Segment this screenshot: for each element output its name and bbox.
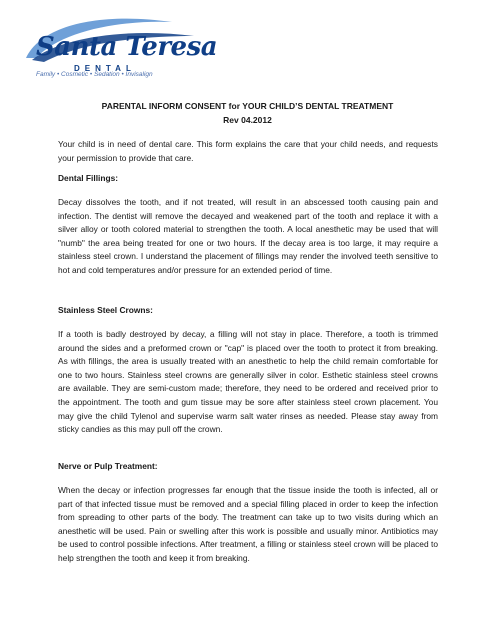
section-text-fillings: Decay dissolves the tooth, and if not treated, will result in an abscessed tooth causing pain and infection. The dentist will remove the decayed and weakened part of the tooth and replace it with a silver alloy or tooth colored material to strengthen the tooth. A local anesthetic may be used that will "numb" the area being treated for one or two hours. If the decay area is too large, it may require a stainless steel crown. I understand the placement of fillings may render the involved teeth sensitive to hot and cold temperatures and/or pressure for an extended period of time. xyxy=(58,197,438,275)
logo-tagline: Family • Cosmetic • Sedation • Invisalign xyxy=(36,71,153,78)
logo-subtitle: DENTAL xyxy=(74,64,136,73)
section-text-pulp: When the decay or infection progresses far enough that the tissue inside the tooth is infected, all or part of that infected tissue must be removed and a special filling placed in order to keep the infection from spreading to other parts of the body. The treatment can take up to two visits during which an anesthetic will be used. Pain or swelling after this work is possible and usually minor. Antibiotics may be used to control possible infections. After treatment, a filling or stainless steel crown will be placed to help strengthen the tooth and keep it from breaking. xyxy=(58,485,438,563)
intro-paragraph: Your child is in need of dental care. This form explains the care that your child needs, and requests your permission to provide that care. xyxy=(58,139,438,163)
section-heading-pulp: Nerve or Pulp Treatment: xyxy=(58,461,158,471)
section-heading-fillings: Dental Fillings: xyxy=(58,173,119,183)
logo-name: Santa Teresa xyxy=(36,32,218,62)
section-heading-crowns: Stainless Steel Crowns: xyxy=(58,305,153,315)
section-text-crowns: If a tooth is badly destroyed by decay, a filling will not stay in place. Therefore, a tooth is trimmed around the sides and a preformed crown or "cap" is placed over the tooth to protect it from breaking. As with fillings, the area is usually treated with an anesthetic to help the child remain comfortable for one to two hours. Stainless steel crowns are generally silver in color. Esthetic stainless steel crowns are available. They are semi-custom made; therefore, they need to be ordered and received prior to the appointment. The tooth and gum tissue may be sore after stainless steel crown placement. You may give the child Tylenol and supervise warm salt water rinses as needed. Please stay away from sticky candies as this may pull off the crown. xyxy=(58,329,438,435)
document-revision: Rev 04.2012 xyxy=(223,115,272,125)
document-title: PARENTAL INFORM CONSENT for YOUR CHILD’S DENTAL TREATMENT xyxy=(101,101,394,111)
